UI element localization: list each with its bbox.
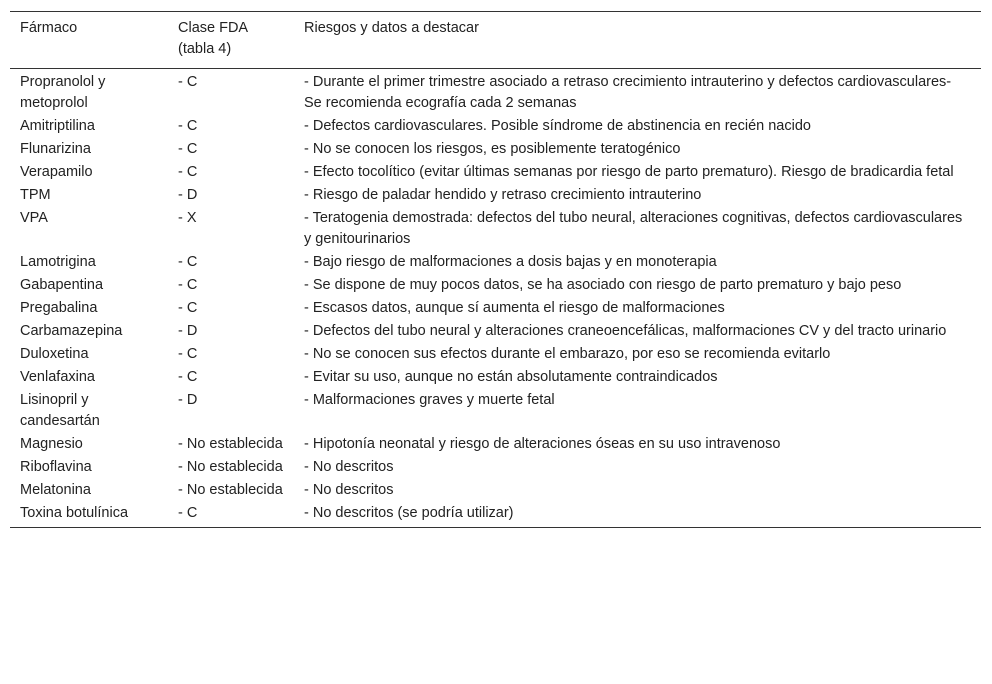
cell-drug: Toxina botulínica [20, 505, 129, 521]
table-row [10, 251, 981, 274]
cell-fda-class: - C [178, 369, 198, 385]
table-row [10, 115, 981, 138]
cell-drug: Flunarizina [20, 141, 91, 157]
cell-fda-class: - D [178, 187, 198, 203]
cell-risks: - Teratogenia demostrada: defectos del tubo neural, alteraciones cognitivas, defectos cardiovasculares y genitourinarios [304, 210, 963, 247]
cell-risks: - No se conocen los riesgos, es posiblemente teratogénico [304, 141, 681, 157]
table-body [10, 69, 981, 528]
cell-drug: Riboflavina [20, 459, 92, 475]
table-row [10, 161, 981, 184]
cell-risks: - Durante el primer trimestre asociado a retraso crecimiento intrauterino y defectos cardiovasculares- Se recomienda ecografía cada 2 semanas [304, 74, 952, 111]
cell-risks: - Hipotonía neonatal y riesgo de alteraciones óseas en su uso intravenoso [304, 436, 781, 452]
cell-risks: - Se dispone de muy pocos datos, se ha asociado con riesgo de parto prematuro y bajo peso [304, 277, 902, 293]
drug-risk-table-container [10, 11, 981, 528]
cell-fda-class: - C [178, 141, 198, 157]
cell-drug: Melatonina [20, 482, 91, 498]
cell-drug: Amitriptilina [20, 118, 95, 134]
header-row [10, 12, 981, 69]
cell-fda-class: - C [178, 254, 198, 270]
table-row [10, 320, 981, 343]
table-row [10, 456, 981, 479]
cell-drug: Duloxetina [20, 346, 89, 362]
cell-fda-class: - C [178, 74, 198, 90]
cell-risks: - No descritos [304, 459, 394, 475]
cell-risks: - Defectos del tubo neural y alteraciones craneoencefálicas, malformaciones CV y del tracto urinario [304, 323, 947, 339]
cell-fda-class: - No establecida [178, 459, 283, 475]
header-fda-class: Clase FDA (tabla 4) [178, 20, 248, 57]
table-row [10, 343, 981, 366]
cell-drug: Lisinopril y candesartán [20, 392, 100, 429]
cell-drug: Lamotrigina [20, 254, 96, 270]
cell-risks: - No descritos (se podría utilizar) [304, 505, 514, 521]
cell-drug: Pregabalina [20, 300, 98, 316]
cell-risks: - Bajo riesgo de malformaciones a dosis bajas y en monoterapia [304, 254, 717, 270]
cell-fda-class: - C [178, 505, 198, 521]
table-header [10, 12, 981, 69]
table-row [10, 502, 981, 528]
table-row [10, 366, 981, 389]
cell-fda-class: - C [178, 277, 198, 293]
table-row [10, 389, 981, 433]
cell-drug: VPA [20, 210, 48, 226]
cell-fda-class: - C [178, 346, 198, 362]
header-drug: Fármaco [20, 20, 78, 36]
cell-risks: - Riesgo de paladar hendido y retraso crecimiento intrauterino [304, 187, 702, 203]
cell-fda-class: - X [178, 210, 197, 226]
cell-risks: - Efecto tocolítico (evitar últimas semanas por riesgo de parto prematuro). Riesgo de bradicardia fetal [304, 164, 954, 180]
cell-risks: - Defectos cardiovasculares. Posible síndrome de abstinencia en recién nacido [304, 118, 811, 134]
header-risks: Riesgos y datos a destacar [304, 20, 479, 36]
cell-risks: - Malformaciones graves y muerte fetal [304, 392, 555, 408]
cell-risks: - No se conocen sus efectos durante el embarazo, por eso se recomienda evitarlo [304, 346, 831, 362]
cell-drug: Verapamilo [20, 164, 93, 180]
cell-fda-class: - No establecida [178, 436, 283, 452]
cell-risks: - No descritos [304, 482, 394, 498]
table-row [10, 138, 981, 161]
cell-fda-class: - C [178, 164, 198, 180]
cell-drug: Gabapentina [20, 277, 104, 293]
table-row [10, 207, 981, 251]
cell-fda-class: - D [178, 392, 198, 408]
drug-risk-table [10, 11, 981, 528]
table-row [10, 297, 981, 320]
cell-fda-class: - D [178, 323, 198, 339]
cell-drug: TPM [20, 187, 51, 203]
table-row [10, 274, 981, 297]
cell-drug: Venlafaxina [20, 369, 95, 385]
cell-fda-class: - C [178, 118, 198, 134]
cell-fda-class: - No establecida [178, 482, 283, 498]
cell-fda-class: - C [178, 300, 198, 316]
table-row [10, 433, 981, 456]
table-row [10, 69, 981, 116]
table-row [10, 479, 981, 502]
cell-risks: - Escasos datos, aunque sí aumenta el riesgo de malformaciones [304, 300, 725, 316]
cell-drug: Propranolol y metoprolol [20, 74, 106, 111]
cell-risks: - Evitar su uso, aunque no están absolutamente contraindicados [304, 369, 718, 385]
table-row [10, 184, 981, 207]
cell-drug: Carbamazepina [20, 323, 123, 339]
cell-drug: Magnesio [20, 436, 83, 452]
